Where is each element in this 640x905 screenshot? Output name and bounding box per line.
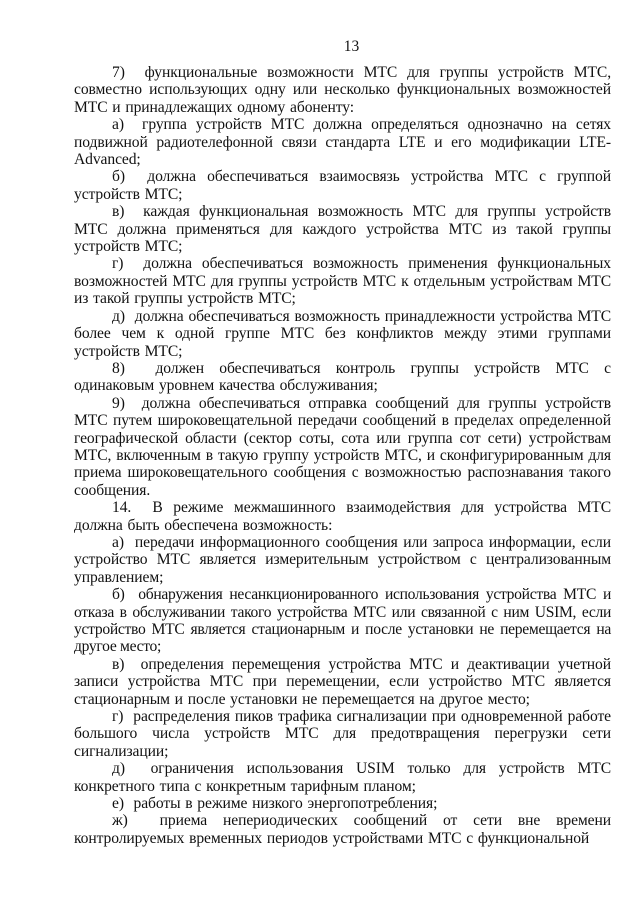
- paragraph-14-subitem-e: е) работы в режиме низкого энергопотребления;: [112, 795, 438, 813]
- paragraph-item-8: 8) должен обеспечиваться контроль группы устройств МТС с одинаковым уровнем качества обслуживания;: [74, 359, 611, 395]
- paragraph-section-14: 14. В режиме межмашинного взаимодействия для устройства МТС должна быть обеспечена возможность:: [74, 499, 611, 534]
- paragraph-subitem-g: г) должна обеспечиваться возможность применения функциональных возможностей МТС для группы устройств МТС к отдельным устройствам МТС из такой группы устройств МТС;: [74, 255, 611, 308]
- paragraph-14-subitem-g: г) распределения пиков трафика сигнализации при одновременной работе большого числа устройств МТС для предотвращения перегрузки сети сигнализации;: [74, 708, 611, 760]
- page-number: 13: [343, 38, 360, 55]
- paragraph-14-subitem-a: а) передачи информационного сообщения или запроса информации, если устройство МТС является измерительным устройством с централизованным управлением;: [74, 533, 611, 586]
- paragraph-item-9: 9) должна обеспечиваться отправка сообщений для группы устройств МТС путем широковещательной передачи сообщений в пределах определенной географической области (сектор соты, сота или группа сот сети) устройствам МТС, включенным в такую группу устройств МТС, и сконфигурированным для приема широковещательного сообщения с возможностью распознавания такого сообщения.: [74, 394, 611, 499]
- paragraph-subitem-a: а) группа устройств МТС должна определяться однозначно на сетях подвижной радиотелефонной связи стандарта LTE и его модификации LTE-Advanced;: [74, 116, 611, 169]
- paragraph-14-subitem-b: б) обнаружения несанкционированного использования устройства МТС и отказа в обслуживании такого устройства МТС или связанной с ним USIM, если устройство МТС является стационарным и после установки не перемещается на другое место;: [74, 586, 611, 656]
- paragraph-14-subitem-d: д) ограничения использования USIM только для устройств МТС конкретного типа с конкретным тарифным планом;: [74, 760, 611, 795]
- paragraph-subitem-b: б) должна обеспечиваться взаимосвязь устройства МТС с группой устройств МТС;: [74, 168, 611, 203]
- paragraph-14-subitem-zh: ж) приема непериодических сообщений от сети вне времени контролируемых временных периодов устройствами МТС с функциональной: [74, 812, 611, 847]
- paragraph-item-7: 7) функциональные возможности МТС для группы устройств МТС, совместно использующих одну или несколько функциональных возможностей МТС и принадлежащих одному абоненту:: [74, 64, 611, 116]
- paragraph-14-subitem-v: в) определения перемещения устройства МТС и деактивации учетной записи устройства МТС при перемещении, если устройство МТС является стационарным и после установки не перемещается на другое место;: [74, 655, 611, 708]
- paragraph-subitem-v: в) каждая функциональная возможность МТС для группы устройств МТС должна применяться для каждого устройства МТС из такой группы устройств МТС;: [74, 203, 611, 256]
- paragraph-subitem-d: д) должна обеспечиваться возможность принадлежности устройства МТС более чем к одной группе МТС без конфликтов между этими группами устройств МТС;: [74, 307, 611, 360]
